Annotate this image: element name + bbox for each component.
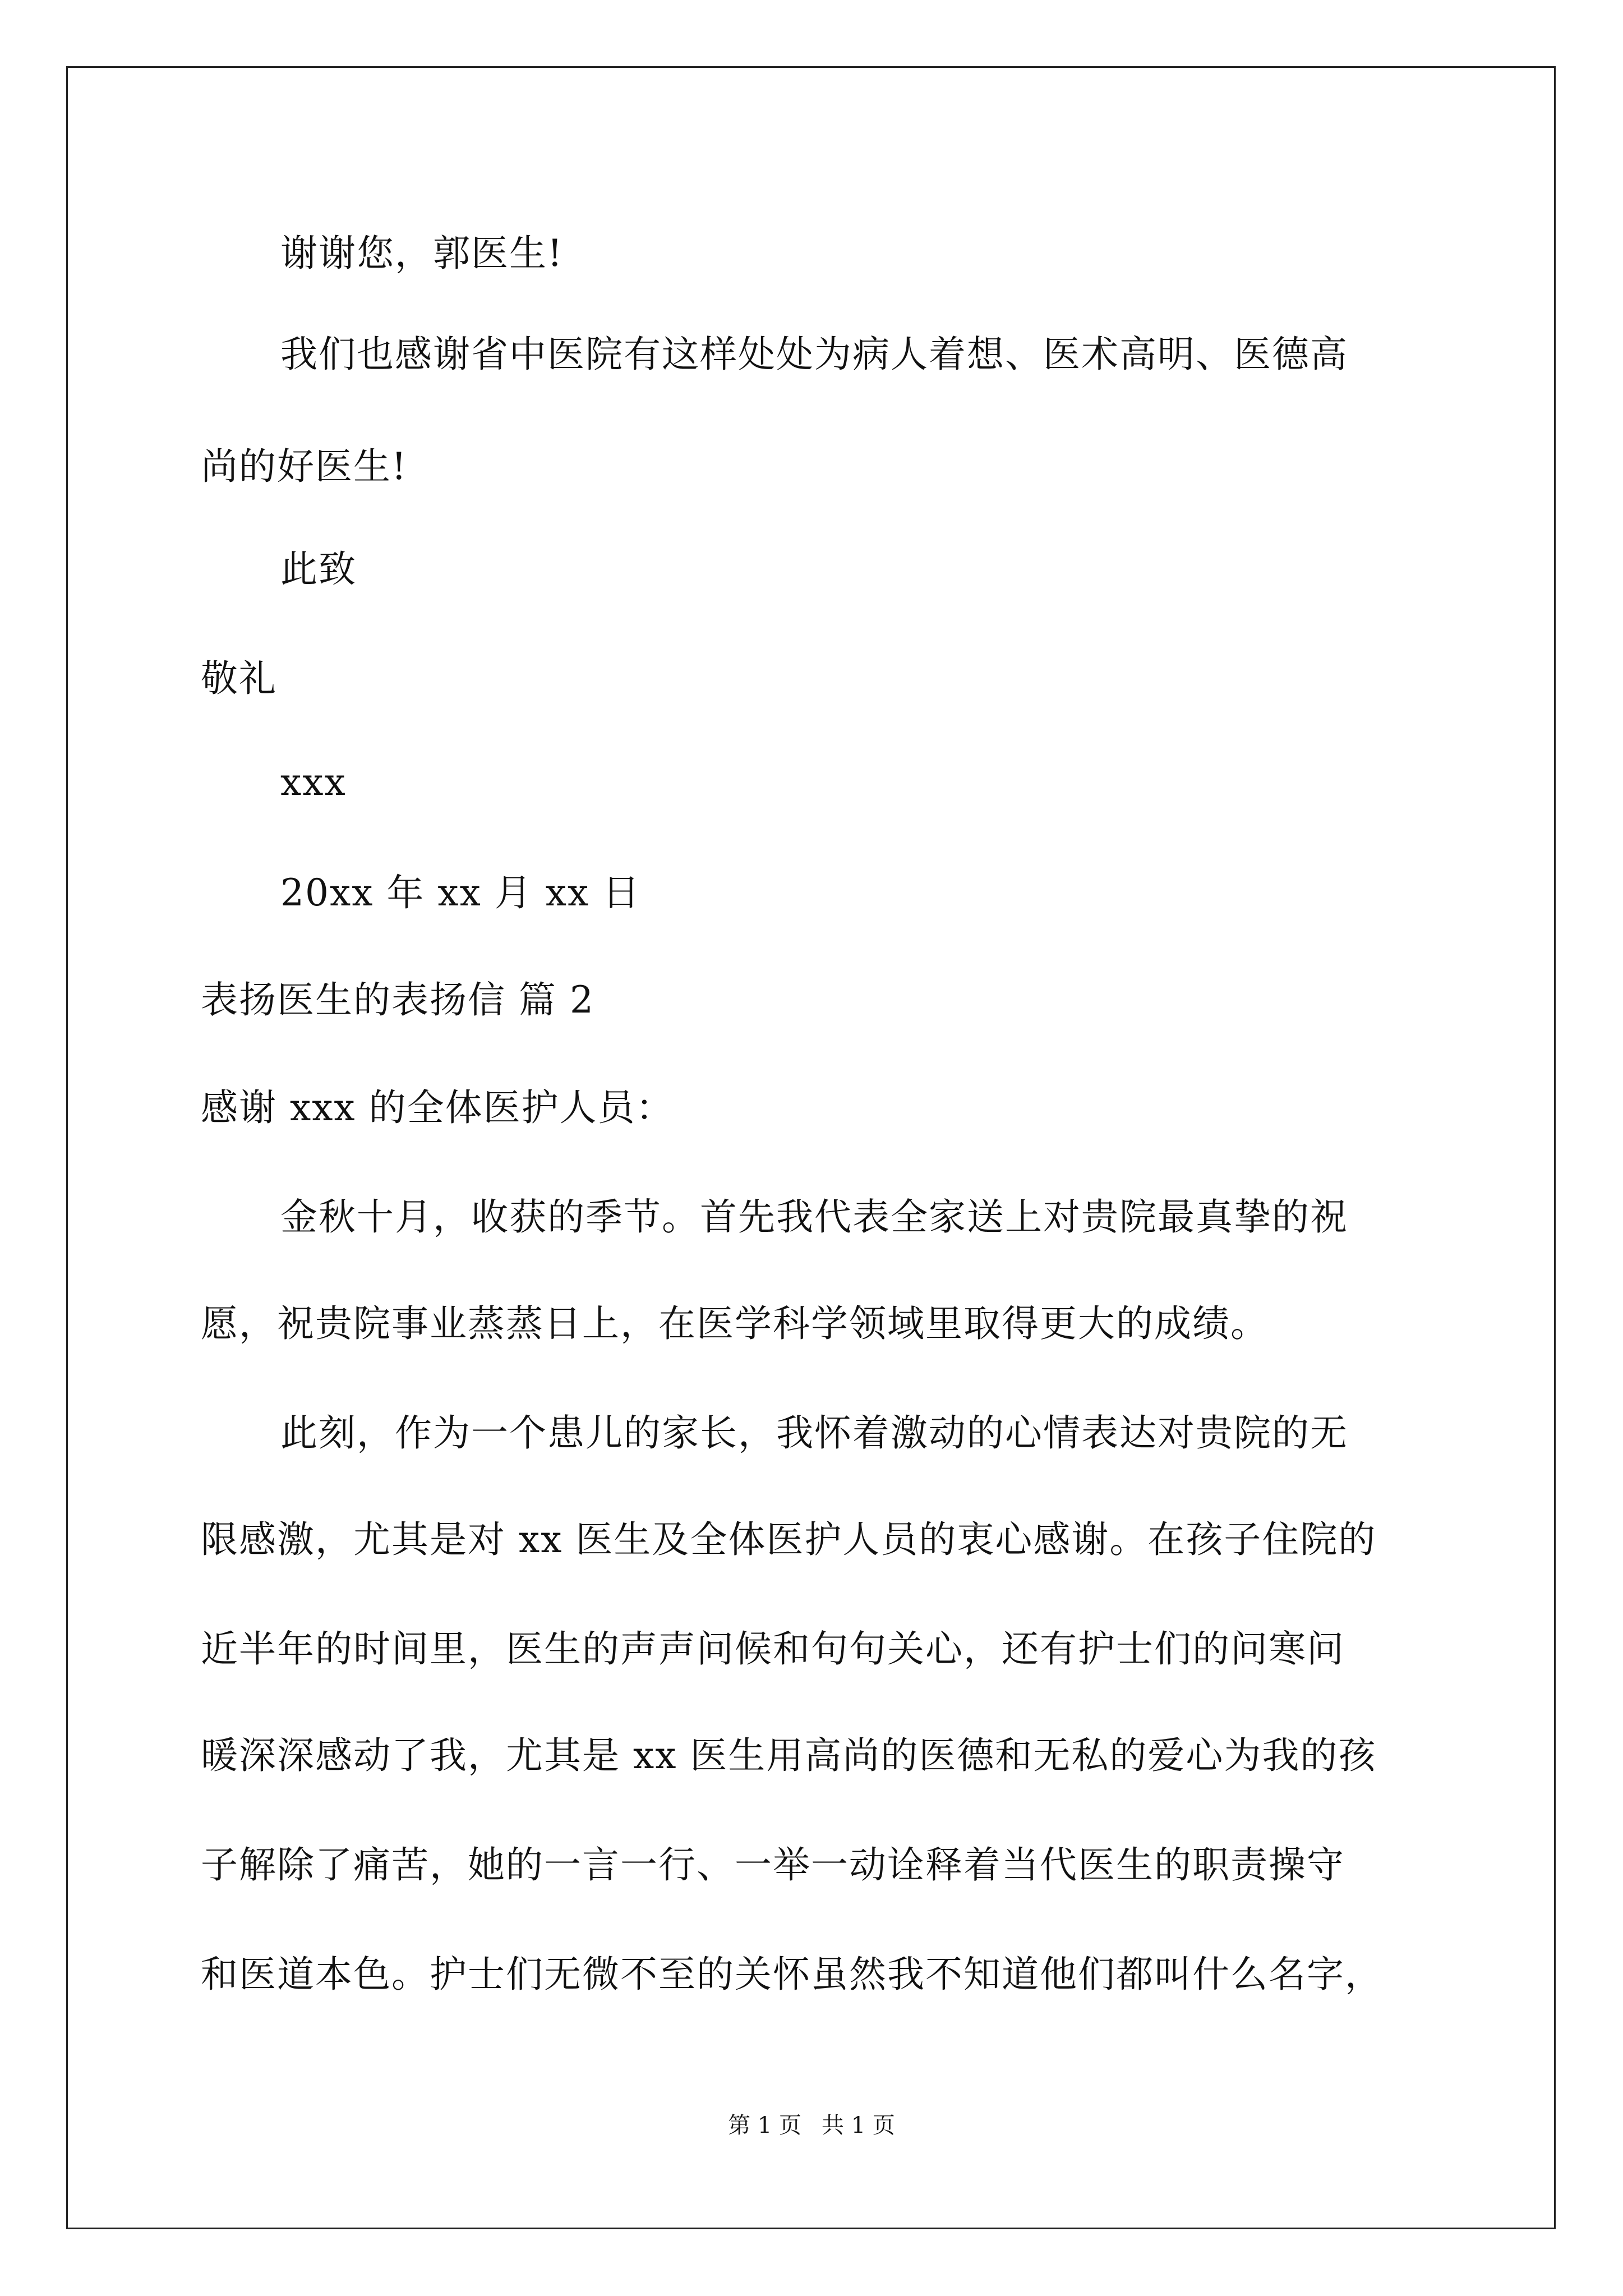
- paragraph-line: 愿，祝贵院事业蒸蒸日上，在医学科学领域里取得更大的成绩。: [201, 1302, 1269, 1345]
- paragraph-line: 限感激，尤其是对 xx 医生及全体医护人员的衷心感谢。在孩子住院的: [201, 1518, 1377, 1561]
- greeting-line: 感谢 xxx 的全体医护人员：: [201, 1086, 674, 1129]
- section-heading: 表扬医生的表扬信 篇 2: [201, 978, 594, 1022]
- page-total: 共 1 页: [822, 2113, 895, 2138]
- paragraph-line: 近半年的时间里，医生的声声问候和句句关心，还有护士们的问寒问: [201, 1627, 1345, 1671]
- page-number: 第 1 页: [728, 2113, 801, 2138]
- paragraph-line: 尚的好医生!: [201, 445, 408, 488]
- paragraph-line: 和医道本色。护士们无微不至的关怀虽然我不知道他们都叫什么名字，: [201, 1953, 1383, 1996]
- paragraph-line: 金秋十月，收获的季节。首先我代表全家送上对贵院最真挚的祝: [280, 1195, 1348, 1239]
- closing-thanks-line: 谢谢您，郭医生!: [280, 232, 564, 275]
- paragraph-line: 暖深深感动了我，尤其是 xx 医生用高尚的医德和无私的爱心为我的孩: [201, 1734, 1377, 1777]
- salutation-line: 此致: [280, 547, 357, 591]
- date-line: 20xx 年 xx 月 xx 日: [280, 871, 641, 914]
- page-border: [66, 66, 1556, 2229]
- paragraph-line: 此刻，作为一个患儿的家长，我怀着激动的心情表达对贵院的无: [280, 1411, 1348, 1455]
- paragraph-line: 我们也感谢省中医院有这样处处为病人着想、医术高明、医德高: [280, 333, 1348, 376]
- salutation-line: 敬礼: [201, 657, 277, 700]
- paragraph-line: 子解除了痛苦，她的一言一行、一举一动诠释着当代医生的职责操守: [201, 1843, 1345, 1887]
- signature-line: xxx: [280, 761, 347, 804]
- page-footer: [0, 2111, 1623, 2139]
